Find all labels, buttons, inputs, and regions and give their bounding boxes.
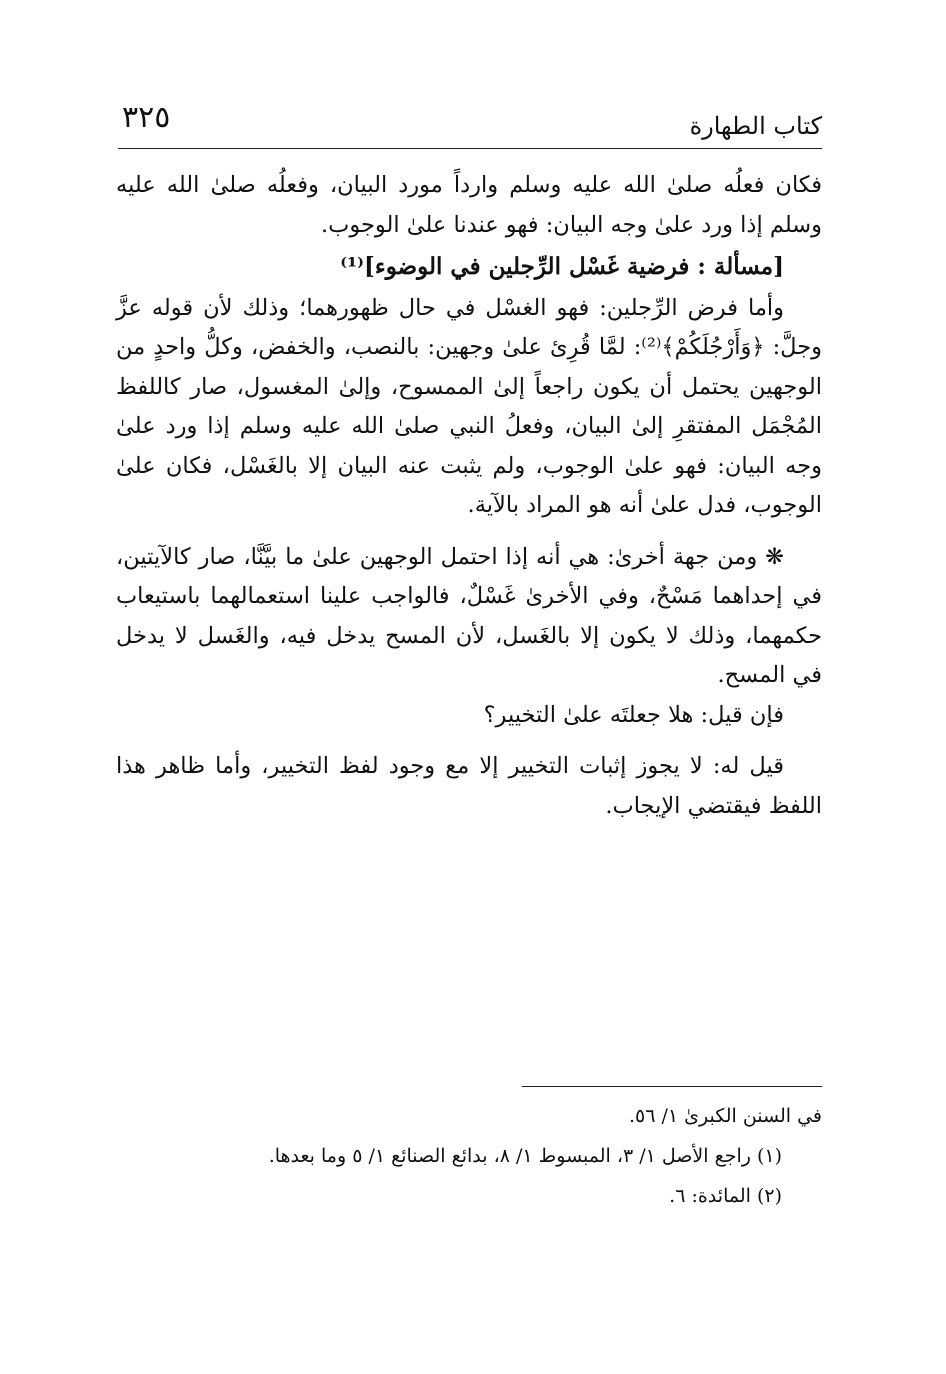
footnote-1: (١) راجع الأصل ١/ ٣، المبسوط ١/ ٨، بدائع الصنائع ١/ ٥ وما بعدها. — [268, 1145, 782, 1167]
page-number: ٣٢٥ — [122, 100, 171, 135]
paragraph-5: قيل له: لا يجوز إثبات التخيير إلا مع وجود لفظ التخيير، وأما ظاهر هذا اللفظ فيقتضي الإيجاب. — [116, 753, 822, 819]
main-text — [116, 166, 822, 826]
page-header — [118, 96, 822, 149]
footnote-list — [170, 1096, 822, 1216]
footnote-divider — [522, 1086, 822, 1087]
footnote-2: (٢) المائدة: ٦. — [669, 1185, 782, 1207]
paragraph-2: وأما فرض الرِّجلين: فهو الغسْل في حال ظهورهما؛ وذلك لأن قوله عزَّ وجلَّ: ﴿وَأَرْجُلَكُمْ﴾⁽²⁾: لمَّا قُرِئ علىٰ وجهين: بالنصب، والخفض، وكلُّ واحدٍ من الوجهين يحتمل أن يكون راجعاً إلىٰ الممسوح، وإلىٰ المغسول، صار كاللفظ المُجْمَل المفتقرِ إلىٰ البيان، وفعلُ النبي صلىٰ الله عليه وسلم إذا ورد علىٰ وجه البيان: فهو علىٰ الوجوب، ولم يثبت عنه البيان إلا بالغَسْل، فكان علىٰ الوجوب، فدل علىٰ أنه هو المراد بالآية. — [116, 294, 822, 518]
footnote-continuation: في السنن الكبرىٰ ١/ ٥٦. — [628, 1105, 822, 1127]
book-title: كتاب الطهارة — [689, 112, 822, 140]
paragraph-3: ❋ ومن جهة أخرىٰ: هي أنه إذا احتمل الوجهين علىٰ ما بيَّنَّا، صار كالآيتين، في إحداهما مَسْحٌ، وفي الأخرىٰ غَسْلٌ، فالواجب علينا استعمالهما باستيعاب حكمهما، وذلك لا يكون إلا بالغَسل، لأن المسح يدخل فيه، والغَسل لا يدخل في المسح. — [116, 543, 822, 688]
section-heading: [مسألة : فرضية غَسْل الرِّجلين في الوضوء]⁽¹⁾ — [340, 253, 784, 280]
paragraph-1: فكان فعلُه صلىٰ الله عليه وسلم وارداً مورد البيان، وفعلُه صلىٰ الله عليه وسلم إذا ورد علىٰ وجه البيان: فهو عندنا علىٰ الوجوب. — [116, 172, 822, 238]
paragraph-4: فإن قيل: هلا جعلتَه علىٰ التخيير؟ — [483, 701, 784, 728]
